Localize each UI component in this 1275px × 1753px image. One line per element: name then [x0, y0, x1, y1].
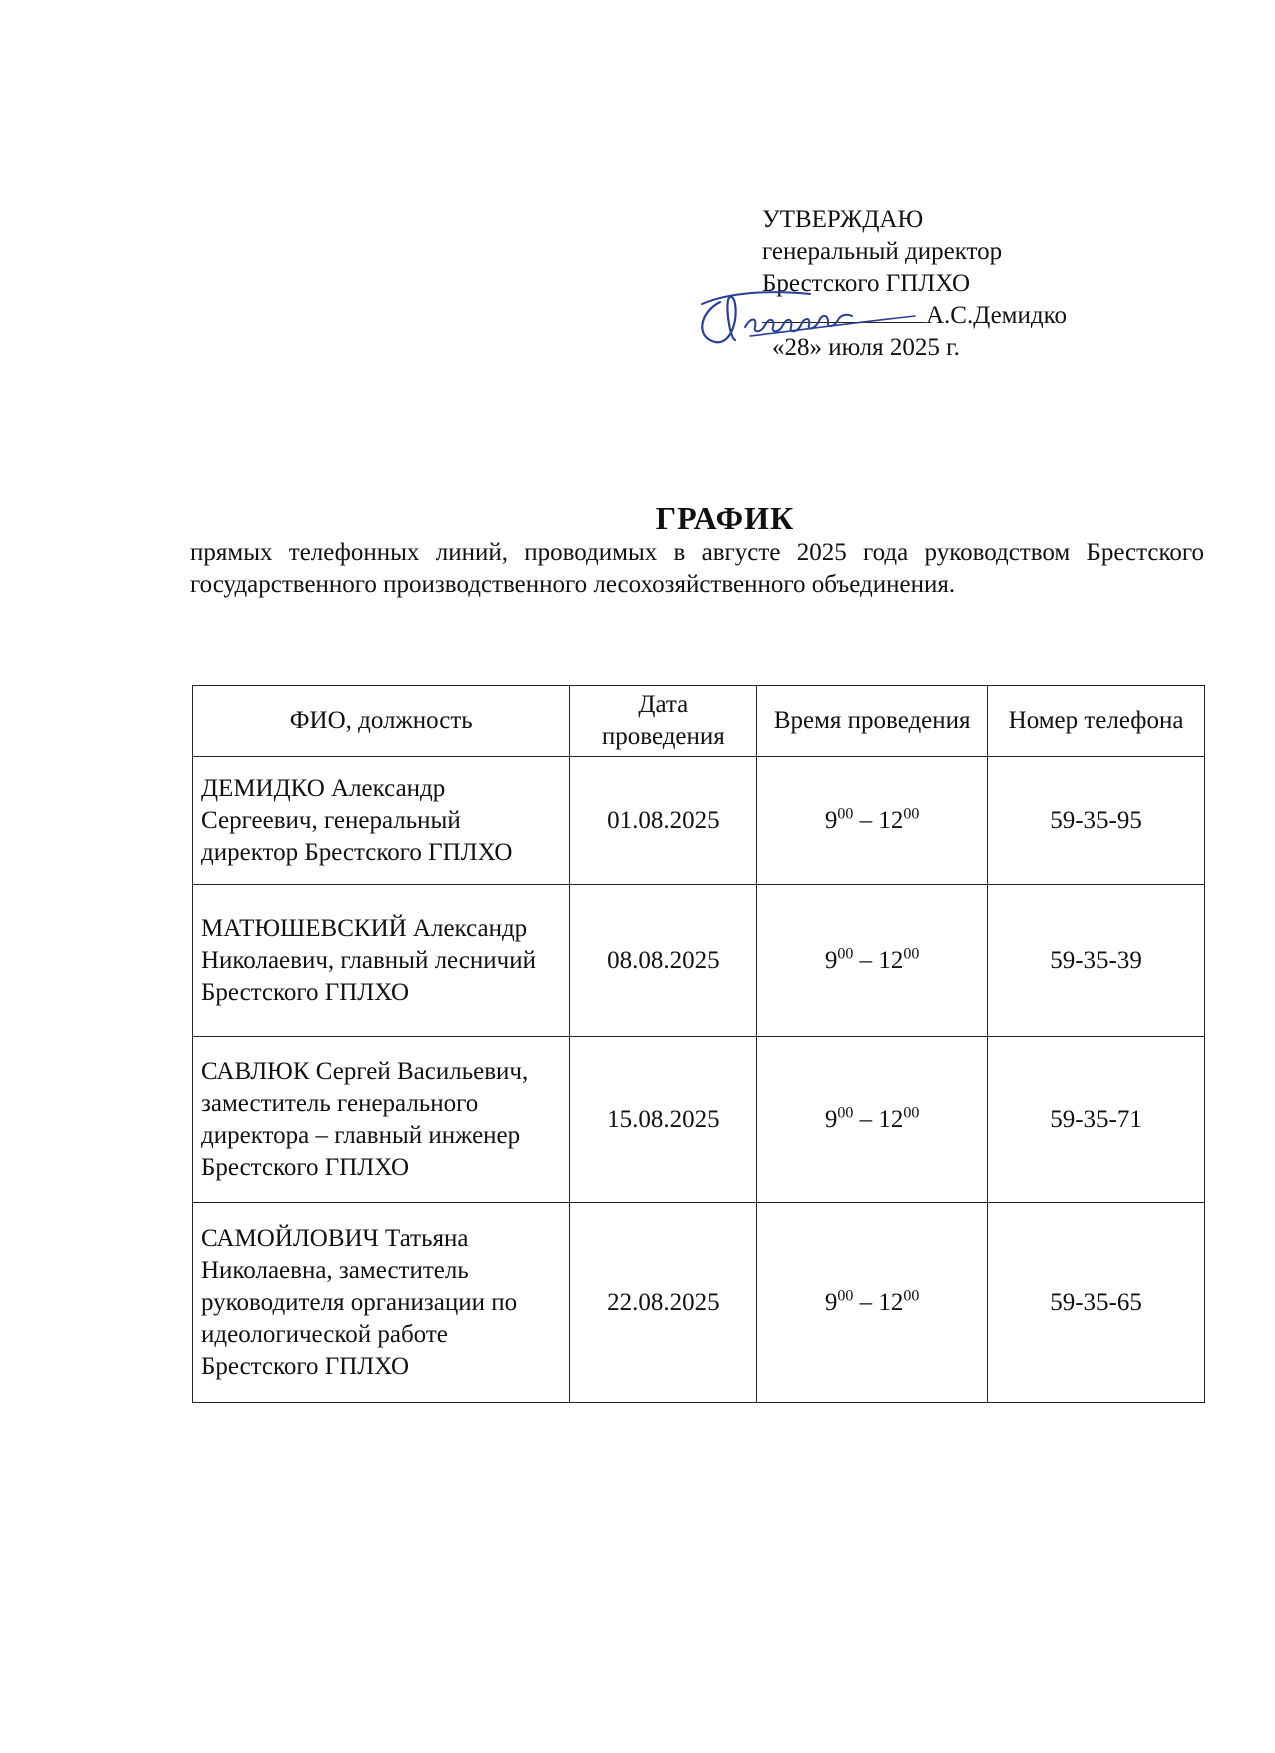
approval-position: генеральный директор: [762, 238, 1003, 265]
approval-date: «28» июля 2025 г.: [772, 334, 960, 361]
cell-time: $9^{00} - 12^{00}$: [757, 885, 988, 1037]
cell-date: 01.08.2025: [570, 757, 757, 885]
cell-phone: 59-35-95: [988, 757, 1205, 885]
table-row: [193, 1203, 1205, 1403]
cell-date: 08.08.2025: [570, 885, 757, 1037]
page-subtitle: прямых телефонных линий, проводимых в августе 2025 года руководством Брестского государственного производственного лесохозяйственного объединения.: [190, 539, 1204, 598]
page-title: ГРАФИК: [655, 500, 795, 536]
cell-date: 22.08.2025: [570, 1203, 757, 1403]
cell-phone: 59-35-71: [988, 1037, 1205, 1203]
cell-phone: 59-35-39: [988, 885, 1205, 1037]
cell-name: МАТЮШЕВСКИЙ Александр Николаевич, главный лесничий Брестского ГПЛХО: [193, 885, 570, 1037]
header-name: ФИО, должность: [193, 686, 570, 757]
cell-phone: 59-35-65: [988, 1203, 1205, 1403]
table-row: [193, 1037, 1205, 1203]
cell-time: $9^{00} - 12^{00}$: [757, 1203, 988, 1403]
cell-name: ДЕМИДКО Александр Сергеевич, генеральный директор Брестского ГПЛХО: [193, 757, 570, 885]
cell-time: $9^{00} - 12^{00}$: [757, 1037, 988, 1203]
header-time: Время проведения: [757, 686, 988, 757]
approval-organization: Брестского ГПЛХО: [762, 270, 971, 297]
table-header-row: [193, 686, 1205, 757]
schedule-table: [192, 685, 1205, 1403]
header-date: Дата проведения: [570, 686, 757, 757]
table-row: [193, 885, 1205, 1037]
cell-time: $9^{00} - 12^{00}$: [757, 757, 988, 885]
handwritten-signature: [690, 282, 930, 352]
approval-signatory: А.С.Демидко: [926, 302, 1067, 329]
cell-name: САВЛЮК Сергей Васильевич, заместитель генерального директора – главный инженер Брестского ГПЛХО: [193, 1037, 570, 1203]
header-phone: Номер телефона: [988, 686, 1205, 757]
cell-date: 15.08.2025: [570, 1037, 757, 1203]
table-row: [193, 757, 1205, 885]
cell-name: САМОЙЛОВИЧ Татьяна Николаевна, заместитель руководителя организации по идеологической работе Брестского ГПЛХО: [193, 1203, 570, 1403]
approval-heading: УТВЕРЖДАЮ: [762, 206, 924, 233]
